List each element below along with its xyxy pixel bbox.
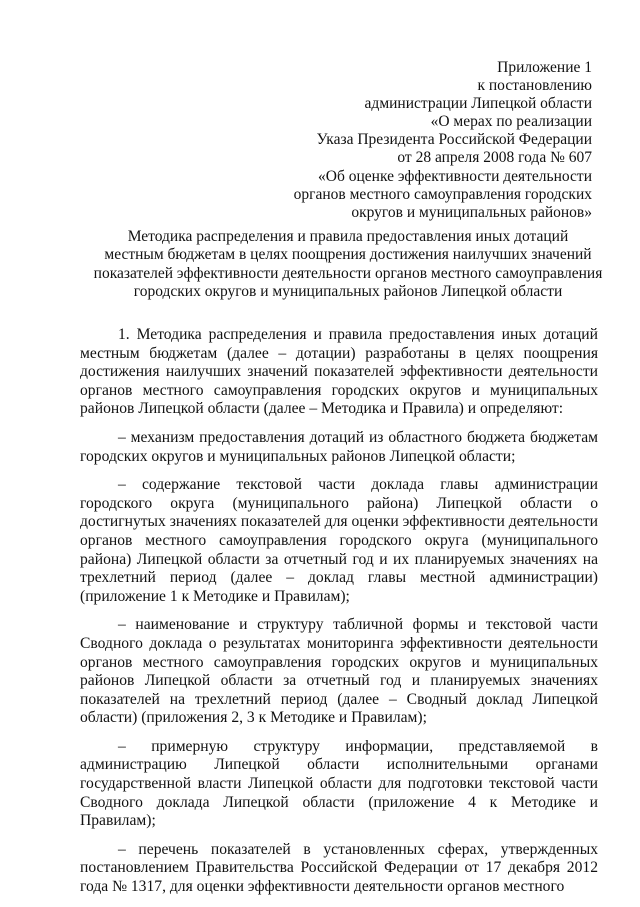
- title-line: Методика распределения и правила предоставления иных дотаций: [127, 228, 569, 245]
- title-line: городских округов и муниципальных районов Липецкой области: [133, 283, 563, 301]
- appendix-line: округов и муниципальных районов»: [351, 203, 592, 221]
- appendix-line: Приложение 1: [497, 59, 592, 76]
- paragraph-summary-report-structure: – наименование и структуру табличной формы и текстовой части Сводного доклада о результатах мониторинга эффективности деятельности органов местного самоуправления городских округов и муниципальных районов Липецкой области за отчетный год и планируемых значениях показателей на трехлетний период (далее – Сводный доклад Липецкой области) (приложения 2, 3 к Методике и Правилам);: [80, 616, 598, 727]
- document-title: [80, 228, 616, 302]
- document-body: [80, 326, 598, 907]
- appendix-line: администрации Липецкой области: [364, 95, 592, 113]
- appendix-line: к постановлению: [477, 77, 592, 95]
- appendix-line: от 28 апреля 2008 года № 607: [397, 149, 592, 167]
- appendix-line: «Об оценке эффективности деятельности: [318, 167, 592, 185]
- paragraph-subsidy-mechanism: – механизм предоставления дотаций из областного бюджета бюджетам городских округов и муниципальных районов Липецкой области;: [80, 428, 598, 465]
- paragraph-methodology-intro: 1. Методика распределения и правила предоставления иных дотаций местным бюджетам (далее – дотации) разработаны в целях поощрения достижения наилучших значений показателей эффективности деятельности органов местного самоуправления городских округов и муниципальных районов Липецкой области (далее – Методика и Правила) и определяют:: [80, 326, 598, 418]
- paragraph-indicators-list: – перечень показателей в установленных сферах, утвержденных постановлением Правительства Российской Федерации от 17 декабря 2012 года № 1317, для оценки эффективности деятельности органов местного: [80, 840, 598, 896]
- title-line: показателей эффективности деятельности органов местного самоуправления: [93, 264, 603, 282]
- appendix-line: «О мерах по реализации: [430, 113, 592, 131]
- appendix-line: органов местного самоуправления городских: [293, 185, 592, 203]
- title-line: местным бюджетам в целях поощрения достижения наилучших значений: [104, 246, 592, 264]
- paragraph-information-structure: – примерную структуру информации, представляемой в администрацию Липецкой области исполнительными органами государственной власти Липецкой области для подготовки текстовой части Сводного доклада Липецкой области (приложение 4 к Методике и Правилам);: [80, 737, 598, 830]
- paragraph-head-report-content: – содержание текстовой части доклада главы администрации городского округа (муниципального района) Липецкой области о достигнутых значениях показателей для оценки эффективности деятельности органов местного самоуправления городского округа (муниципального района) Липецкой области за отчетный год и их планируемых значениях на трехлетний период (далее – доклад главы местной администрации) (приложение 1 к Методике и Правилам);: [80, 476, 598, 605]
- appendix-header: [232, 59, 592, 222]
- appendix-line: Указа Президента Российской Федерации: [316, 131, 592, 149]
